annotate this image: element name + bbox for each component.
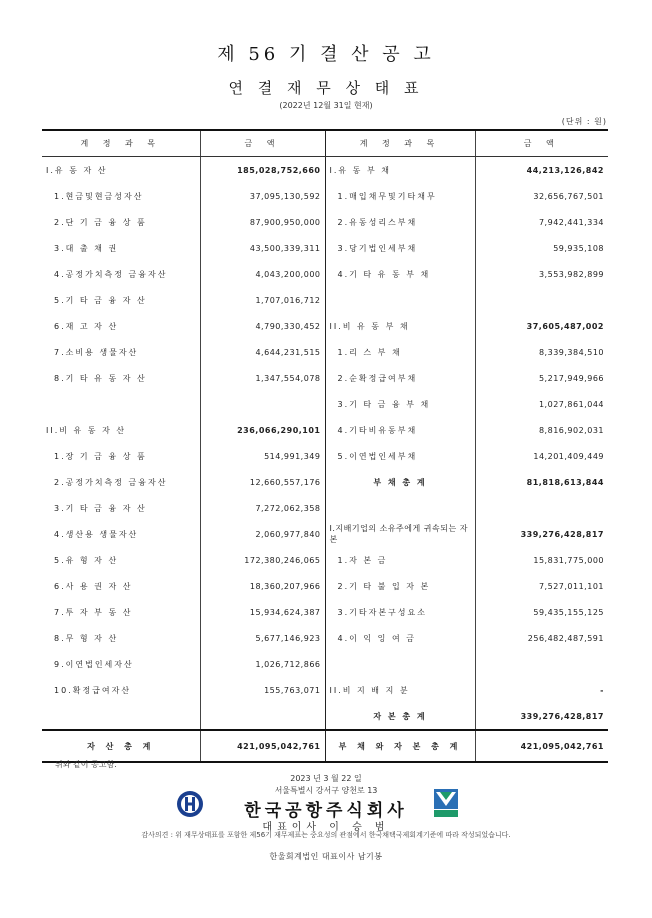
left-account-cell: 1.현금및현금성자산 — [42, 183, 200, 209]
right-amount-cell — [475, 651, 608, 677]
grand-total-row — [42, 730, 608, 762]
kas-logo-icon — [433, 788, 459, 818]
table-row — [42, 287, 608, 313]
left-account-cell: 7.투 자 부 동 산 — [42, 599, 200, 625]
left-amount-cell: 37,095,130,592 — [200, 183, 325, 209]
table-row — [42, 235, 608, 261]
left-amount-cell: 15,934,624,387 — [200, 599, 325, 625]
table-row — [42, 521, 608, 547]
table-row — [42, 183, 608, 209]
left-account-cell: II.비 유 동 자 산 — [42, 417, 200, 443]
header-right-account: 계 정 과 목 — [325, 130, 475, 157]
table-row — [42, 677, 608, 703]
table-row — [42, 495, 608, 521]
left-account-cell: 6.재 고 자 산 — [42, 313, 200, 339]
right-amount-cell: 1,027,861,044 — [538, 399, 604, 409]
right-amount-cell: 37,605,487,002 — [526, 321, 604, 331]
left-amount-cell: 4,644,231,515 — [200, 339, 325, 365]
right-account-cell: II.비 유 동 부 채 — [325, 313, 475, 339]
right-amount-cell: 8,816,902,031 — [538, 425, 604, 435]
company-name: 한국공항주식회사 — [244, 801, 408, 821]
left-account-cell — [42, 391, 200, 417]
announcement-date: 2023 년 3 월 22 일 — [290, 774, 362, 783]
auditor-name: 한울회계법인 대표이사 남기봉 — [269, 852, 383, 861]
left-amount-cell — [200, 703, 325, 730]
table-header-row — [42, 130, 608, 157]
right-account-cell: 4.기타비유동부채 — [325, 417, 475, 443]
right-account-cell: 1.자 본 금 — [325, 547, 475, 573]
table-row — [42, 313, 608, 339]
left-amount-cell — [200, 391, 325, 417]
left-amount-cell: 1,347,554,078 — [200, 365, 325, 391]
total-assets-label: 자 산 총 계 — [42, 730, 200, 762]
left-amount-cell: 172,380,246,065 — [200, 547, 325, 573]
left-amount-cell: 1,026,712,866 — [200, 651, 325, 677]
right-amount-cell: 256,482,487,591 — [527, 633, 604, 643]
right-account-cell: 3.기타자본구성요소 — [325, 599, 475, 625]
left-amount-cell: 185,028,752,660 — [200, 157, 325, 184]
right-account-cell: 3.기 타 금 융 부 채 — [325, 391, 475, 417]
left-account-cell: 9.이연법인세자산 — [42, 651, 200, 677]
right-account-cell: 2.기 타 불 입 자 본 — [325, 573, 475, 599]
right-amount-cell: 7,527,011,101 — [538, 581, 604, 591]
table-row — [42, 339, 608, 365]
left-account-cell: 4.공정가치측정 금융자산 — [42, 261, 200, 287]
right-account-cell: 2.유동성리스부채 — [325, 209, 475, 235]
statement-title: 연 결 재 무 상 태 표 — [228, 79, 424, 97]
left-account-cell — [42, 703, 200, 730]
right-amount-cell: 7,942,441,334 — [538, 217, 604, 227]
table-row — [42, 261, 608, 287]
left-account-cell: 8.무 형 자 산 — [42, 625, 200, 651]
right-account-cell: 4.이 익 잉 여 금 — [325, 625, 475, 651]
left-amount-cell: 43,500,339,311 — [200, 235, 325, 261]
right-account-cell: I.지배기업의 소유주에게 귀속되는 자본 — [325, 521, 475, 547]
right-amount-cell: 59,435,155,125 — [533, 607, 604, 617]
audit-opinion: 감사의견 : 위 재무상태표를 포함한 제56기 재무제표는 중요성의 관점에서 한국채택국제회계기준에 따라 작성되었습니다. — [141, 831, 511, 839]
table-row — [42, 417, 608, 443]
left-amount-cell: 155,763,071 — [200, 677, 325, 703]
right-amount-cell: 32,656,767,501 — [533, 191, 604, 201]
table-row — [42, 599, 608, 625]
left-account-cell: 8.기 타 유 동 자 산 — [42, 365, 200, 391]
table-row — [42, 651, 608, 677]
left-account-cell: 2.단 기 금 융 상 품 — [42, 209, 200, 235]
right-account-cell: 1.매입채무및기타채무 — [325, 183, 475, 209]
right-account-cell: II.비 지 배 지 분 — [325, 677, 475, 703]
header-left-amount: 금 액 — [200, 130, 325, 157]
left-account-cell: 7.소비용 생물자산 — [42, 339, 200, 365]
right-amount-cell: 8,339,384,510 — [538, 347, 604, 357]
header-right-amount: 금 액 — [475, 130, 608, 157]
ceo-signature: 대표이사 이 승 범 — [262, 822, 390, 833]
right-account-cell — [325, 287, 475, 313]
total-assets-value: 421,095,042,761 — [200, 730, 325, 762]
header-left-account: 계 정 과 목 — [42, 130, 200, 157]
left-account-cell: 5.유 형 자 산 — [42, 547, 200, 573]
right-amount-cell: 59,935,108 — [553, 243, 604, 253]
table-row — [42, 547, 608, 573]
right-account-cell — [325, 495, 475, 521]
right-account-cell: 2.순확정급여부채 — [325, 365, 475, 391]
table-row — [42, 391, 608, 417]
table-row — [42, 573, 608, 599]
table-row — [42, 365, 608, 391]
unit-label: (단위 : 원) — [561, 117, 607, 126]
right-amount-cell: 339,276,428,817 — [520, 529, 604, 539]
table-row — [42, 443, 608, 469]
right-account-cell: 1.리 스 부 채 — [325, 339, 475, 365]
left-amount-cell: 4,043,200,000 — [200, 261, 325, 287]
left-amount-cell: 7,272,062,358 — [200, 495, 325, 521]
right-account-cell: 5.이연법인세부채 — [325, 443, 475, 469]
left-account-cell: 2.공정가치측정 금융자산 — [42, 469, 200, 495]
right-account-cell: 자 본 총 계 — [325, 703, 475, 730]
left-amount-cell: 4,790,330,452 — [200, 313, 325, 339]
left-account-cell: 1.장 기 금 융 상 품 — [42, 443, 200, 469]
right-account-cell: 3.당기법인세부채 — [325, 235, 475, 261]
left-amount-cell: 2,060,977,840 — [200, 521, 325, 547]
left-amount-cell: 5,677,146,923 — [200, 625, 325, 651]
company-address: 서울특별시 강서구 양천로 13 — [274, 786, 378, 795]
right-amount-cell: 44,213,126,842 — [526, 165, 604, 175]
as-of-date: (2022년 12월 31일 현재) — [279, 101, 373, 110]
table-row — [42, 209, 608, 235]
left-amount-cell: 87,900,950,000 — [200, 209, 325, 235]
announcement-text: 위와 같이 공고함. — [55, 760, 117, 769]
page-title: 제 56 기 결 산 공 고 — [217, 44, 435, 65]
right-amount-cell: 5,217,949,966 — [538, 373, 604, 383]
left-account-cell: 10.확정급여자산 — [42, 677, 200, 703]
right-amount-cell: 14,201,409,449 — [533, 451, 604, 461]
total-liab-equity-value: 421,095,042,761 — [475, 730, 608, 762]
left-amount-cell: 236,066,290,101 — [200, 417, 325, 443]
left-account-cell: 5.기 타 금 융 자 산 — [42, 287, 200, 313]
balance-sheet-table — [42, 129, 608, 763]
table-row — [42, 157, 608, 184]
right-amount-cell: 15,831,775,000 — [533, 555, 604, 565]
table-row — [42, 625, 608, 651]
left-amount-cell: 514,991,349 — [200, 443, 325, 469]
right-account-cell: 부 채 총 계 — [325, 469, 475, 495]
right-amount-cell — [475, 495, 608, 521]
right-amount-cell: 3,553,982,899 — [538, 269, 604, 279]
left-account-cell: 6.사 용 권 자 산 — [42, 573, 200, 599]
left-amount-cell: 1,707,016,712 — [200, 287, 325, 313]
left-account-cell: 3.대 출 채 권 — [42, 235, 200, 261]
right-amount-cell — [475, 287, 608, 313]
left-account-cell: I.유 동 자 산 — [42, 157, 200, 184]
total-liab-equity-label: 부 채 와 자 본 총 계 — [325, 730, 475, 762]
table-row — [42, 703, 608, 730]
left-account-cell: 4.생산용 생물자산 — [42, 521, 200, 547]
left-amount-cell: 12,660,557,176 — [200, 469, 325, 495]
right-account-cell: I.유 동 부 채 — [325, 157, 475, 184]
left-amount-cell: 18,360,207,966 — [200, 573, 325, 599]
right-account-cell: 4.기 타 유 동 부 채 — [325, 261, 475, 287]
right-amount-cell: 81,818,613,844 — [526, 477, 604, 487]
right-amount-cell: - — [600, 685, 604, 695]
left-account-cell: 3.기 타 금 융 자 산 — [42, 495, 200, 521]
right-account-cell — [325, 651, 475, 677]
table-row — [42, 469, 608, 495]
right-amount-cell: 339,276,428,817 — [520, 711, 604, 721]
